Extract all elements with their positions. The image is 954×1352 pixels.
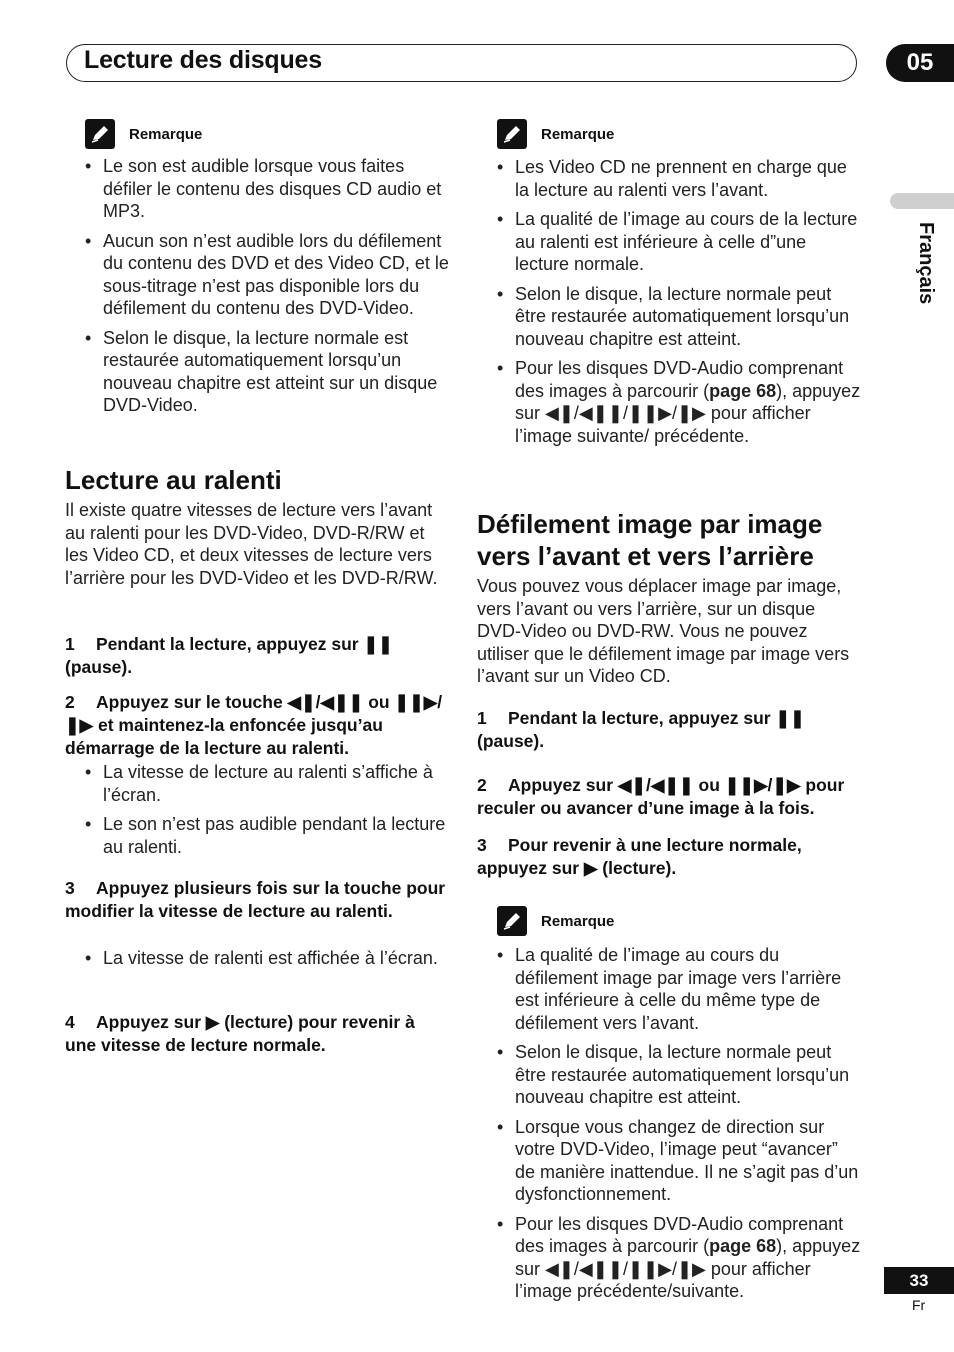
list-item: • La vitesse de ralenti est affichée à l’écran. <box>65 947 450 970</box>
page-language-code: Fr <box>912 1297 926 1313</box>
list-item: • Les Video CD ne prennent en charge que la lecture au ralenti vers l’avant. <box>477 156 862 201</box>
step-text: Pendant la lecture, appuyez sur ❚❚ (pause). <box>65 634 393 677</box>
note-header <box>85 119 202 149</box>
step-4 <box>65 1011 450 1057</box>
pencil-icon <box>85 119 115 149</box>
chapter-badge: 05 <box>886 44 954 82</box>
list-item: • La vitesse de lecture au ralenti s’affiche à l’écran. <box>65 761 450 806</box>
step-text: Appuyez sur le touche ◀❚/◀❚❚ ou ❚❚▶/❚▶ et maintenez-la enfoncée jusqu’au démarrage de la lecture au ralenti. <box>65 692 443 758</box>
section-title: Défilement image par image vers l’avant et vers l’arrière <box>477 509 823 571</box>
step-text: Appuyez sur ◀❚/◀❚❚ ou ❚❚▶/❚▶ pour reculer ou avancer d’une image à la fois. <box>477 775 845 818</box>
list-item: • Selon le disque, la lecture normale peut être restaurée automatiquement lorsqu’un nouveau chapitre est atteint. <box>477 283 862 351</box>
step-number: 3 <box>65 878 75 898</box>
page-number: 33 <box>884 1267 954 1294</box>
step-number: 1 <box>477 708 487 728</box>
step-1 <box>477 707 862 753</box>
step-number: 2 <box>65 692 75 712</box>
note-header <box>497 119 614 149</box>
item-text: ), appuyez sur ◀❚/◀❚❚/❚❚▶/❚▶ pour afficher l’image suivante/ précédente. <box>515 380 861 446</box>
step-number: 1 <box>65 634 75 654</box>
list-item: • Selon le disque, la lecture normale peut être restaurée automatiquement lorsqu’un nouveau chapitre est atteint. <box>477 1041 862 1109</box>
list-item <box>477 1213 862 1303</box>
pencil-icon <box>497 906 527 936</box>
note-label: Remarque <box>129 125 203 143</box>
list-item: • La qualité de l’image au cours du défilement image par image vers l’arrière est inférieure à celle du même type de défilement vers l’avant. <box>477 944 862 1034</box>
item-text: ), appuyez sur ◀❚/◀❚❚/❚❚▶/❚▶ pour afficher l’image précédente/suivante. <box>515 1236 861 1301</box>
list-item: • Aucun son n’est audible lors du défilement du contenu des DVD et des Video CD, et le sous-titrage n’est pas disponible lors du défilement du contenu des DVD-Video. <box>65 230 450 320</box>
list-item: • Lorsque vous changez de direction sur votre DVD-Video, l’image peut “avancer” de manière inattendue. Il ne s’agit pas d’un dysfonctionnement. <box>477 1116 862 1206</box>
list-item: • Le son n’est pas audible pendant la lecture au ralenti. <box>65 813 450 858</box>
section-intro: Vous pouvez vous déplacer image par image, vers l’avant ou vers l’arrière, sur un disque DVD-Video ou DVD-RW. Vous ne pouvez utiliser que le défilement image par image vers l’avant sur un Video CD. <box>477 576 850 686</box>
step-text: Pendant la lecture, appuyez sur ❚❚ (pause). <box>477 708 805 751</box>
note-list <box>477 944 862 1310</box>
list-item: • La qualité de l’image au cours de la lecture au ralenti est inférieure à celle d”une lecture normale. <box>477 208 862 276</box>
note-label: Remarque <box>541 912 615 930</box>
step-text: Appuyez plusieurs fois sur la touche pour modifier la vitesse de lecture au ralenti. <box>65 878 446 921</box>
step-number: 2 <box>477 775 487 795</box>
page-reference-link[interactable]: page 68 <box>709 1236 777 1256</box>
step-2 <box>65 691 450 760</box>
section-title: Lecture au ralenti <box>65 465 282 495</box>
step-text: Appuyez sur ▶ (lecture) pour revenir à une vitesse de lecture normale. <box>65 1012 415 1055</box>
page-title: Lecture des disques <box>84 46 322 74</box>
item-text: Pour les disques DVD-Audio comprenant des images à parcourir ( <box>515 358 844 401</box>
list-item: • Le son est audible lorsque vous faites défiler le contenu des disques CD audio et MP3. <box>65 155 450 223</box>
step-2-list <box>65 761 450 865</box>
language-tab <box>890 193 954 209</box>
section-intro: Il existe quatre vitesses de lecture vers l’avant au ralenti pour les DVD-Video, DVD-R/RW et les Video CD, et deux vitesses de lecture vers l’arrière pour les DVD-Video et les DVD-R/RW. <box>65 500 438 588</box>
step-2 <box>477 774 862 820</box>
step-number: 4 <box>65 1012 75 1032</box>
step-1 <box>65 633 450 679</box>
step-3-list <box>65 947 450 977</box>
step-number: 3 <box>477 835 487 855</box>
item-text: Pour les disques DVD-Audio comprenant des images à parcourir ( <box>515 1213 844 1256</box>
note-label: Remarque <box>541 125 615 143</box>
list-item <box>477 357 862 447</box>
note-header <box>497 906 614 936</box>
list-item: • Selon le disque, la lecture normale est restaurée automatiquement lorsqu’un nouveau chapitre est atteint sur un disque DVD-Video. <box>65 327 450 417</box>
note-list <box>477 156 862 454</box>
page-reference-link[interactable]: page 68 <box>709 380 777 401</box>
pencil-icon <box>497 119 527 149</box>
step-3 <box>477 834 862 880</box>
step-text: Pour revenir à une lecture normale, appuyez sur ▶ (lecture). <box>477 835 802 878</box>
language-label: Français <box>915 222 937 305</box>
step-3 <box>65 877 450 923</box>
note-list <box>65 155 450 424</box>
